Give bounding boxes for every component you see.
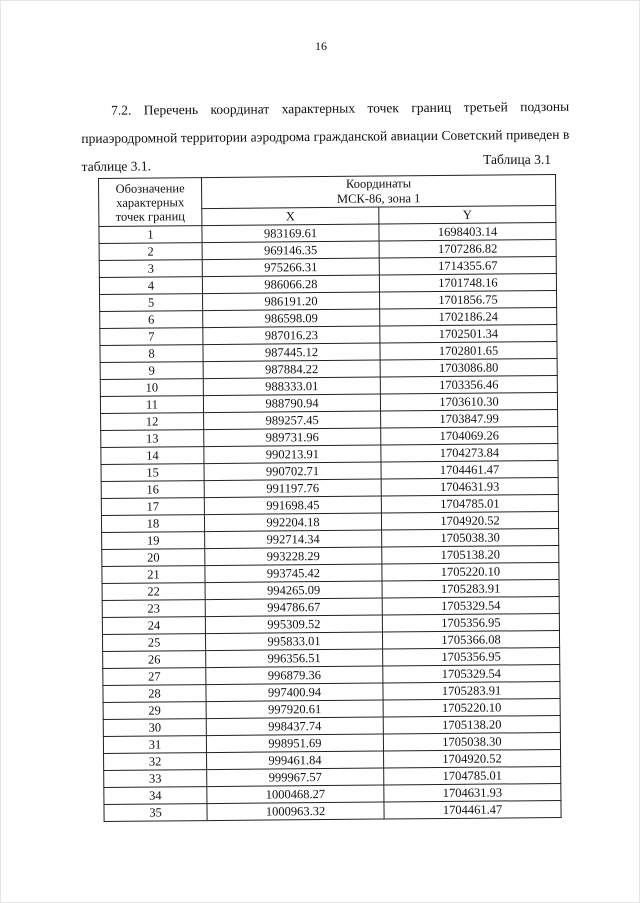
point-number-cell: 2 xyxy=(99,243,202,261)
header-coordinate-system: МСК-86, зона 1 xyxy=(336,191,421,206)
y-coordinate-cell: 1704273.84 xyxy=(381,443,558,462)
x-coordinate-cell: 997920.61 xyxy=(206,700,383,719)
y-coordinate-cell: 1707286.82 xyxy=(379,240,556,259)
x-coordinate-cell: 1000468.27 xyxy=(207,785,384,804)
y-coordinate-cell: 1698403.14 xyxy=(379,223,556,242)
x-coordinate-cell: 988790.94 xyxy=(203,394,380,413)
y-coordinate-cell: 1704785.01 xyxy=(384,766,561,785)
x-coordinate-cell: 992714.34 xyxy=(205,530,382,549)
x-coordinate-cell: 993745.42 xyxy=(205,564,382,583)
x-coordinate-cell: 999461.84 xyxy=(207,751,384,770)
point-number-cell: 26 xyxy=(103,651,206,669)
point-number-cell: 1 xyxy=(99,226,202,244)
point-number-cell: 28 xyxy=(103,685,206,703)
y-coordinate-cell: 1704631.93 xyxy=(381,477,558,496)
y-coordinate-cell: 1702186.24 xyxy=(380,308,557,327)
x-coordinate-cell: 989731.96 xyxy=(204,428,381,447)
y-coordinate-cell: 1703610.30 xyxy=(380,392,557,411)
y-coordinate-cell: 1705283.91 xyxy=(383,681,560,700)
x-coordinate-cell: 1000963.32 xyxy=(207,802,384,821)
y-coordinate-cell: 1704920.52 xyxy=(384,749,561,768)
header-point-designation: Обозначение характерных точек границ xyxy=(99,178,202,227)
y-coordinate-cell: 1705356.95 xyxy=(382,613,559,632)
point-number-cell: 4 xyxy=(99,277,202,295)
point-number-cell: 30 xyxy=(103,719,206,737)
y-coordinate-cell: 1705138.20 xyxy=(382,545,559,564)
x-coordinate-cell: 998951.69 xyxy=(206,734,383,753)
x-coordinate-cell: 996879.36 xyxy=(206,666,383,685)
point-number-cell: 5 xyxy=(100,294,203,312)
point-number-cell: 25 xyxy=(102,634,205,652)
table-body xyxy=(99,223,561,822)
y-coordinate-cell: 1703086.80 xyxy=(380,359,557,378)
point-number-cell: 20 xyxy=(102,549,205,567)
x-coordinate-cell: 998437.74 xyxy=(206,717,383,736)
x-coordinate-cell: 991197.76 xyxy=(204,479,381,498)
point-number-cell: 32 xyxy=(104,753,207,771)
x-coordinate-cell: 994265.09 xyxy=(205,581,382,600)
point-number-cell: 14 xyxy=(101,447,204,465)
y-coordinate-cell: 1704920.52 xyxy=(381,511,558,530)
point-number-cell: 10 xyxy=(100,379,203,397)
y-coordinate-cell: 1705038.30 xyxy=(382,528,559,547)
table-caption: Таблица 3.1 xyxy=(483,152,551,167)
x-coordinate-cell: 995309.52 xyxy=(205,615,382,634)
y-coordinate-cell: 1705220.10 xyxy=(382,562,559,581)
x-coordinate-cell: 986191.20 xyxy=(203,292,380,311)
x-coordinate-cell: 993228.29 xyxy=(205,547,382,566)
point-number-cell: 29 xyxy=(103,702,206,720)
y-coordinate-cell: 1705329.54 xyxy=(382,596,559,615)
x-coordinate-cell: 991698.45 xyxy=(204,496,381,515)
point-number-cell: 18 xyxy=(101,515,204,533)
point-number-cell: 23 xyxy=(102,600,205,618)
y-coordinate-cell: 1714355.67 xyxy=(379,257,556,276)
x-coordinate-cell: 987884.22 xyxy=(203,360,380,379)
point-number-cell: 27 xyxy=(103,668,206,686)
x-coordinate-cell: 997400.94 xyxy=(206,683,383,702)
x-coordinate-cell: 987016.23 xyxy=(203,326,380,345)
y-coordinate-cell: 1704631.93 xyxy=(384,783,561,802)
y-coordinate-cell: 1704785.01 xyxy=(381,494,558,513)
point-number-cell: 22 xyxy=(102,583,205,601)
point-number-cell: 31 xyxy=(103,736,206,754)
y-coordinate-cell: 1704461.47 xyxy=(384,800,561,819)
x-coordinate-cell: 969146.35 xyxy=(202,241,379,260)
point-number-cell: 15 xyxy=(101,464,204,482)
point-number-cell: 17 xyxy=(101,498,204,516)
x-coordinate-cell: 990702.71 xyxy=(204,462,381,481)
y-coordinate-cell: 1705038.30 xyxy=(383,732,560,751)
x-coordinate-cell: 987445.12 xyxy=(203,343,380,362)
x-coordinate-cell: 994786.67 xyxy=(205,598,382,617)
point-number-cell: 11 xyxy=(100,396,203,414)
point-number-cell: 6 xyxy=(100,311,203,329)
y-coordinate-cell: 1703356.46 xyxy=(380,375,557,394)
x-coordinate-cell: 989257.45 xyxy=(204,411,381,430)
x-coordinate-cell: 995833.01 xyxy=(205,632,382,651)
point-number-cell: 3 xyxy=(99,260,202,278)
point-number-cell: 13 xyxy=(101,430,204,448)
x-coordinate-cell: 992204.18 xyxy=(204,513,381,532)
y-coordinate-cell: 1701748.16 xyxy=(379,274,556,293)
y-coordinate-cell: 1705138.20 xyxy=(383,715,560,734)
point-number-cell: 8 xyxy=(100,345,203,363)
point-number-cell: 19 xyxy=(102,532,205,550)
x-coordinate-cell: 975266.31 xyxy=(202,258,379,277)
intro-paragraph: 7.2. Перечень координат характерных точек границ третьей подзоны приаэродромной территории аэродрома гражданской авиации Советский приведен в таблице 3.1. xyxy=(81,98,570,174)
y-coordinate-cell: 1702801.65 xyxy=(380,342,557,361)
point-number-cell: 12 xyxy=(101,413,204,431)
x-coordinate-cell: 986598.09 xyxy=(203,309,380,328)
header-coordinates xyxy=(202,175,556,209)
x-coordinate-cell: 986066.28 xyxy=(202,275,379,294)
header-y: Y xyxy=(379,206,556,225)
point-number-cell: 21 xyxy=(102,566,205,584)
x-coordinate-cell: 996356.51 xyxy=(206,649,383,668)
point-number-cell: 9 xyxy=(100,362,203,380)
y-coordinate-cell: 1702501.34 xyxy=(380,325,557,344)
page-number: 16 xyxy=(315,39,327,53)
x-coordinate-cell: 999967.57 xyxy=(207,768,384,787)
y-coordinate-cell: 1704069.26 xyxy=(381,426,558,445)
point-number-cell: 7 xyxy=(100,328,203,346)
header-coordinates-title: Координаты xyxy=(345,176,412,191)
x-coordinate-cell: 983169.61 xyxy=(202,224,379,243)
coordinates-table xyxy=(98,174,562,822)
header-x: X xyxy=(202,207,379,226)
point-number-cell: 35 xyxy=(104,804,207,822)
y-coordinate-cell: 1705283.91 xyxy=(382,579,559,598)
y-coordinate-cell: 1701856.75 xyxy=(380,291,557,310)
y-coordinate-cell: 1705366.08 xyxy=(382,630,559,649)
point-number-cell: 16 xyxy=(101,481,204,499)
point-number-cell: 24 xyxy=(102,617,205,635)
y-coordinate-cell: 1704461.47 xyxy=(381,460,558,479)
x-coordinate-cell: 990213.91 xyxy=(204,445,381,464)
table-row xyxy=(104,800,561,821)
y-coordinate-cell: 1705220.10 xyxy=(383,698,560,717)
y-coordinate-cell: 1703847.99 xyxy=(381,409,558,428)
y-coordinate-cell: 1705329.54 xyxy=(383,664,560,683)
point-number-cell: 33 xyxy=(104,770,207,788)
point-number-cell: 34 xyxy=(104,787,207,805)
y-coordinate-cell: 1705356.95 xyxy=(383,647,560,666)
x-coordinate-cell: 988333.01 xyxy=(203,377,380,396)
